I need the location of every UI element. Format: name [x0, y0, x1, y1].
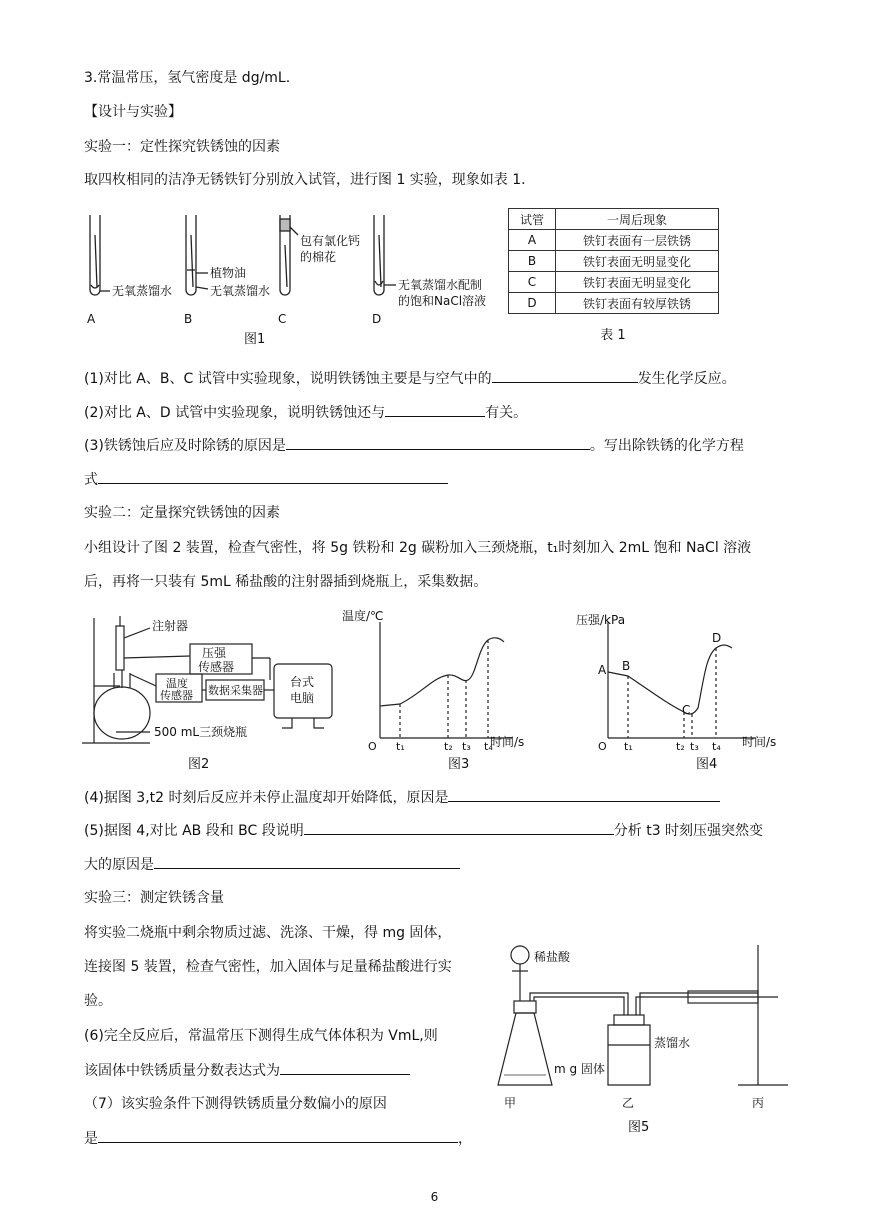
- connecting-tube-2: [640, 993, 758, 1015]
- syringe: [116, 626, 124, 670]
- table-cell: 铁钉表面无明显变化: [556, 251, 719, 272]
- fig4-ylabel: 压强/kPa: [576, 613, 626, 627]
- figure-3-temperature-graph: [342, 608, 525, 776]
- question-3: [84, 435, 744, 456]
- table-1: [508, 208, 719, 343]
- fig4-tick: t₄: [712, 740, 721, 753]
- tube-d-nail: [379, 235, 381, 287]
- fig4-origin: O: [598, 740, 607, 753]
- figure-5-caption: 图5: [628, 1120, 650, 1135]
- water-label: 蒸馏水: [654, 1036, 691, 1050]
- computer-label-2: 电脑: [290, 691, 315, 705]
- tube-a-letter: A: [87, 312, 96, 326]
- experiment-2-description-2: 后，再将一只装有 5mL 稀盐酸的注射器插到烧瓶上，采集数据。: [84, 574, 488, 590]
- table-row: [509, 230, 719, 251]
- tube-b: [186, 215, 196, 295]
- tube-a: [90, 215, 100, 295]
- section-heading-design: 【设计与实验】: [84, 104, 182, 120]
- experiment-2-description: 小组设计了图 2 装置，检查气密性，将 5g 铁粉和 2g 碳粉加入三颈烧瓶，t₁时刻加入 2mL 饱和 NaCl 溶液: [84, 540, 752, 556]
- fig3-tick: t₂: [444, 740, 453, 753]
- table-cell: 铁钉表面有一层铁锈: [556, 230, 719, 251]
- question-7-text-2: 是: [84, 1131, 98, 1147]
- line-hydrogen-density: 3.常温常压，氢气密度是 dg/mL.: [84, 70, 291, 86]
- answer-blank-7[interactable]: [98, 1128, 458, 1143]
- question-4-text: (4)据图 3,t2 时刻后反应并未停止温度却开始降低，原因是: [84, 790, 449, 806]
- question-4: [84, 787, 720, 808]
- answer-blank-5[interactable]: [304, 820, 614, 835]
- figure-2-caption: 图2: [188, 757, 210, 772]
- figure-4-caption: 图4: [696, 757, 718, 772]
- table-row: [509, 272, 719, 293]
- fig4-tick: t₁: [624, 740, 633, 753]
- pressure-curve: [608, 645, 732, 714]
- table-cell: 铁钉表面无明显变化: [556, 272, 719, 293]
- table-cell: C: [509, 272, 556, 293]
- tube-d-label-2: 的饱和NaCl溶液: [398, 294, 487, 308]
- question-7-continued: [84, 1128, 472, 1149]
- question-1-tail: 发生化学反应。: [637, 371, 736, 387]
- question-5: [84, 820, 763, 841]
- answer-blank-1[interactable]: [492, 368, 638, 383]
- tube-a-label: 无氧蒸馏水: [112, 284, 173, 298]
- solid-label: m g 固体: [554, 1062, 605, 1076]
- question-1-text: (1)对比 A、B、C 试管中实验现象，说明铁锈蚀主要是与空气中的: [84, 371, 492, 387]
- experiment-1-description: 取四枚相同的洁净无锈铁钉分别放入试管，进行图 1 实验，现象如表 1.: [84, 172, 526, 188]
- syringe-label: 注射器: [152, 619, 189, 633]
- question-5-text-2: 大的原因是: [84, 857, 154, 873]
- computer-label-1: 台式: [290, 675, 315, 689]
- answer-blank-2[interactable]: [385, 402, 485, 417]
- table-1-caption: 表 1: [600, 328, 626, 343]
- experiment-3-description-2: 连接图 5 装置，检查气密性，加入固体与足量稀盐酸进行实: [84, 959, 452, 975]
- experiment-2-title: 实验二：定量探究铁锈蚀的因素: [84, 505, 280, 521]
- flask-jia: [498, 1013, 552, 1085]
- answer-blank-3[interactable]: [286, 435, 590, 450]
- pressure-sensor-label-1: 压强: [202, 646, 227, 660]
- table-cell: D: [509, 293, 556, 314]
- question-2-tail: 有关。: [485, 405, 528, 421]
- tube-d-label-1: 无氧蒸馏水配制: [398, 278, 483, 292]
- point-a-label: A: [598, 663, 607, 677]
- figure-3-caption: 图3: [448, 757, 470, 772]
- label-jia: 甲: [504, 1096, 517, 1110]
- page-number: 6: [430, 1190, 439, 1204]
- label-bing: 丙: [752, 1096, 765, 1110]
- tube-c-cotton: [280, 219, 290, 231]
- bottle-yi: [608, 1025, 650, 1085]
- fig3-tick: t₃: [462, 740, 471, 753]
- question-5-continued: [84, 854, 460, 875]
- figure-2-apparatus: [80, 608, 370, 776]
- temperature-sensor-label-1: 温度: [166, 677, 188, 690]
- question-6-continued: [84, 1060, 410, 1081]
- table-header-result: 一周后现象: [556, 209, 719, 230]
- tube-b-letter: B: [184, 312, 193, 326]
- table-row: [509, 293, 719, 314]
- acid-label: 稀盐酸: [534, 950, 571, 964]
- data-collector-label: 数据采集器: [208, 684, 263, 697]
- fig3-tick: t₄: [484, 740, 493, 753]
- answer-blank-3b[interactable]: [98, 469, 448, 484]
- separatory-funnel: [511, 946, 529, 964]
- fig3-xlabel: 时间/s: [490, 735, 525, 749]
- flask-label: 500 mL三颈烧瓶: [154, 725, 248, 739]
- question-7-tail: ，: [458, 1131, 472, 1147]
- tube-c-nail: [285, 245, 287, 287]
- fig3-tick: t₁: [396, 740, 405, 753]
- flask-body: [94, 687, 150, 739]
- question-3-tail: 。写出除铁锈的化学方程: [589, 438, 744, 454]
- tube-b-label-water: 无氧蒸馏水: [210, 284, 271, 298]
- fig3-origin: O: [368, 740, 377, 753]
- flask-stopper: [514, 1001, 536, 1013]
- fig4-xlabel: 时间/s: [742, 735, 777, 749]
- fig4-tick: t₃: [690, 740, 699, 753]
- fig4-tick: t₂: [676, 740, 685, 753]
- tube-a-water: [91, 285, 99, 288]
- tube-d-solution: [375, 281, 383, 285]
- question-6-text-2: 该固体中铁锈质量分数表达式为: [84, 1063, 280, 1079]
- table-header-tube: 试管: [509, 209, 556, 230]
- tube-b-label-oil: 植物油: [210, 266, 247, 280]
- tube-c-label-2: 的棉花: [300, 250, 337, 264]
- tube-a-nail: [95, 235, 97, 287]
- tube-c-letter: C: [278, 312, 287, 326]
- question-7: （7）该实验条件下测得铁锈质量分数偏小的原因: [84, 1096, 387, 1112]
- question-2-text: (2)对比 A、D 试管中实验现象，说明铁锈蚀还与: [84, 405, 386, 421]
- connecting-tube-1: [530, 993, 628, 1015]
- table-row: [509, 251, 719, 272]
- table-cell: A: [509, 230, 556, 251]
- fig3-ylabel: 温度/℃: [342, 609, 384, 623]
- tube-c-label-1: 包有氯化钙: [300, 234, 361, 248]
- question-3-text: (3)铁锈蚀后应及时除锈的原因是: [84, 438, 286, 454]
- temperature-curve: [380, 638, 504, 706]
- table-cell: 铁钉表面有较厚铁锈: [556, 293, 719, 314]
- question-1: [84, 368, 736, 389]
- question-2: [84, 402, 527, 423]
- question-6: (6)完全反应后，常温常压下测得生成气体体积为 VmL,则: [84, 1028, 438, 1044]
- experiment-3-description-3: 验。: [84, 993, 112, 1009]
- answer-blank-5b[interactable]: [154, 854, 460, 869]
- tube-d-letter: D: [372, 312, 382, 326]
- question-5-tail: 分析 t3 时刻压强突然变: [613, 823, 764, 839]
- point-d-label: D: [712, 631, 722, 645]
- experiment-3-title: 实验三：测定铁锈含量: [84, 890, 224, 906]
- question-3-continued: [84, 469, 448, 490]
- point-b-label: B: [622, 659, 631, 673]
- experiment-3-description-1: 将实验二烧瓶中剩余物质过滤、洗涤、干燥，得 mg 固体，: [84, 925, 452, 941]
- tube-b-nail: [191, 235, 193, 287]
- temperature-sensor-label-2: 传感器: [160, 689, 193, 702]
- figure-4-pressure-graph: [576, 608, 786, 776]
- figure-1-caption: 图1: [244, 332, 266, 347]
- pressure-sensor-label-2: 传感器: [198, 660, 235, 674]
- figure-5-gas-apparatus: [488, 935, 788, 1140]
- table-cell: B: [509, 251, 556, 272]
- experiment-1-title: 实验一：定性探究铁锈蚀的因素: [84, 139, 280, 155]
- question-5-text: (5)据图 4,对比 AB 段和 BC 段说明: [84, 823, 304, 839]
- answer-blank-4[interactable]: [448, 787, 720, 802]
- label-yi: 乙: [622, 1096, 635, 1110]
- point-c-label: C: [682, 703, 691, 717]
- question-3-text-2: 式: [84, 472, 98, 488]
- figure-1-test-tubes: [84, 205, 504, 345]
- answer-blank-6[interactable]: [280, 1060, 410, 1075]
- bottle-stopper: [614, 1015, 644, 1025]
